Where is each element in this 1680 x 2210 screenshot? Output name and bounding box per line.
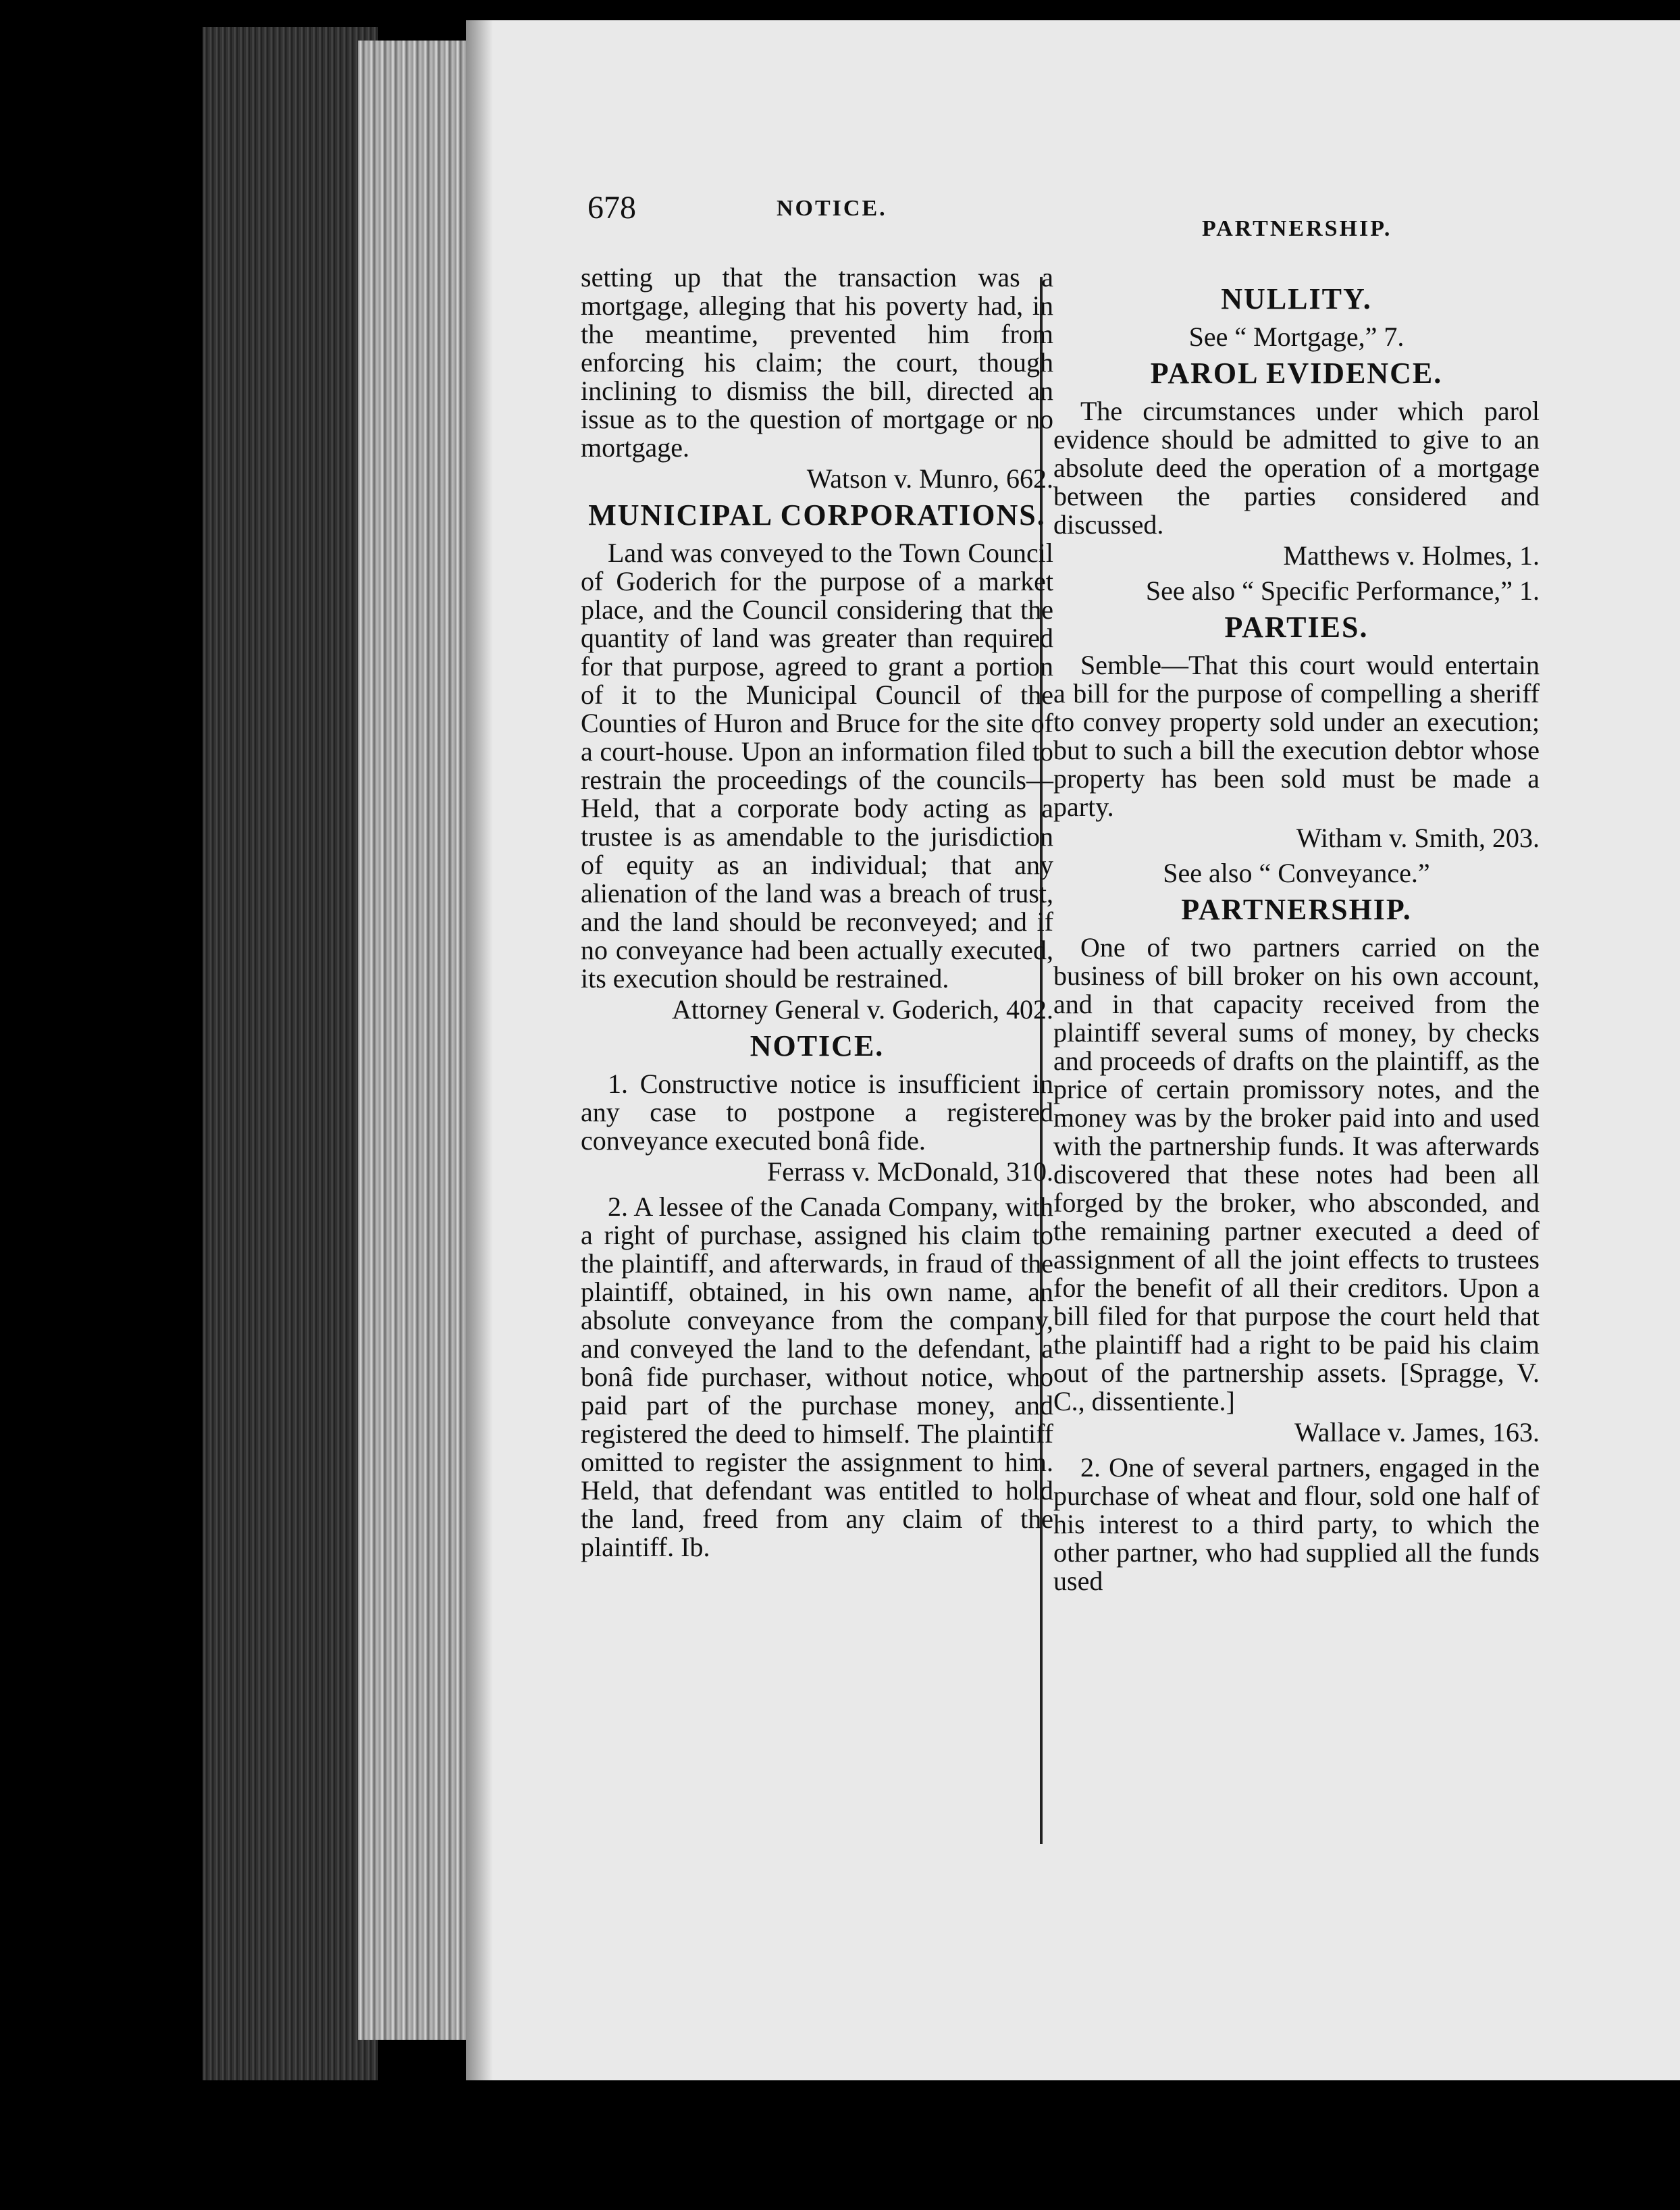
- book-page-edges: [203, 27, 378, 2080]
- continued-paragraph: setting up that the transaction was a mortgage, alleging that his poverty had, in the meantime, prevented him from enforcing his claim; the court, though inclining to dismiss the bill, directed an issue as to the question of mortgage or no mortgage.: [581, 262, 1053, 463]
- paragraph-partnership-1: One of two partners carried on the business of bill broker on his own account, and in that capacity received from the plaintiff several sums of money, by checks and proceeds of drafts on the plaintiff, as the price of certain promissory notes, and the money was by the broker paid into and used with the partnership funds. It was afterwards discovered that these notes had been all forged by the broker, who absconded, and the remaining partner executed a deed of assignment of all the joint effects to trustees for the benefit of all their creditors. Upon a bill filed for that purpose the court held that the plaintiff had a right to be paid his claim out of the partnership assets. [Spragge, V. C., dissentiente.]: [1053, 932, 1540, 1416]
- right-column: [1053, 277, 1540, 1595]
- section-heading-parol-evidence: PAROL EVIDENCE.: [1150, 357, 1443, 390]
- case-citation: Matthews v. Holmes, 1.: [1283, 540, 1540, 571]
- left-running-title: NOTICE.: [777, 196, 887, 221]
- section-heading-partnership: PARTNERSHIP.: [1181, 893, 1412, 926]
- case-citation: Wallace v. James, 163.: [1294, 1417, 1540, 1447]
- cross-reference: See “ Mortgage,” 7.: [1188, 322, 1405, 352]
- left-column: [581, 263, 1053, 1562]
- paragraph-parties: Semble—That this court would entertain a bill for the purpose of compelling a sheriff to convey property sold under an execution; but to such a bill the execution debtor whose property has been sold must be made a party.: [1053, 650, 1540, 822]
- page-gutter-shadow: [466, 20, 493, 2080]
- case-citation: Watson v. Munro, 662.: [806, 463, 1053, 494]
- case-citation: Witham v. Smith, 203.: [1296, 823, 1540, 853]
- page-number: 678: [587, 190, 636, 226]
- cross-reference: See also “ Specific Performance,” 1.: [1145, 575, 1540, 606]
- case-citation: Ferrass v. McDonald, 310.: [766, 1156, 1053, 1187]
- paragraph-parol-evidence: The circumstances under which parol evidence should be admitted to give to an absolute deed the operation of a mortgage between the parties considered and discussed.: [1053, 396, 1540, 540]
- section-heading-notice: NOTICE.: [750, 1029, 885, 1062]
- case-citation: Attorney General v. Goderich, 402.: [672, 994, 1053, 1025]
- section-heading-municipal: MUNICIPAL CORPORATIONS.: [588, 498, 1046, 532]
- cross-reference: See also “ Conveyance.”: [1163, 858, 1430, 888]
- right-running-title: PARTNERSHIP.: [1202, 216, 1392, 241]
- section-heading-nullity: NULLITY.: [1221, 282, 1372, 315]
- paragraph-notice-1: 1. Constructive notice is insufficient in any case to postpone a registered conveyance executed bonâ fide.: [581, 1069, 1053, 1156]
- section-heading-parties: PARTIES.: [1224, 611, 1369, 644]
- book-page-stack: [358, 41, 466, 2040]
- paragraph-partnership-2: 2. One of several partners, engaged in the purchase of wheat and flour, sold one half of his interest to a third party, to which the other partner, who had supplied all the funds used: [1053, 1452, 1540, 1596]
- paragraph-notice-2: 2. A lessee of the Canada Company, with a right of purchase, assigned his claim to the plaintiff, and afterwards, in fraud of the plaintiff, obtained, in his own name, an absolute conveyance from the company, and conveyed the land to the defendant, a bonâ fide purchaser, without notice, who paid part of the purchase money, and registered the deed to himself. The plaintiff omitted to register the assignment to him. Held, that defendant was entitled to hold the land, freed from any claim of the plaintiff. Ib.: [581, 1191, 1053, 1562]
- running-header: [587, 189, 1398, 243]
- paragraph-municipal: Land was conveyed to the Town Council of Goderich for the purpose of a market place, and the Council considering that the quantity of land was greater than required for that purpose, agreed to grant a portion of it to the Municipal Council of the Counties of Huron and Bruce for the site of a court-house. Upon an information filed to restrain the proceedings of the councils—Held, that a corporate body acting as a trustee is as amendable to the jurisdiction of equity as an individual; that any alienation of the land was a breach of trust, and the land should be reconveyed; and if no conveyance had been actually executed, its execution should be restrained.: [581, 538, 1053, 994]
